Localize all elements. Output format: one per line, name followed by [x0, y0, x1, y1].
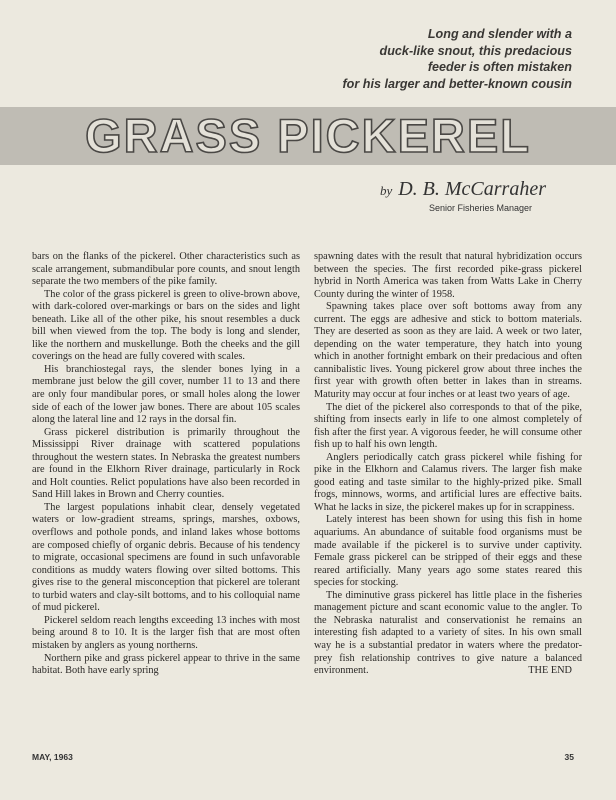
paragraph: Lately interest has been shown for using this fish in home aquariums. An abundance of suitable food organisms must be made available if the pickerel is to survive under captivity. Female grass pickerel can be stripped of their eggs and these reared artificially. Many years ago some states reared this species for stocking.: [314, 514, 582, 589]
paragraph-last: [314, 590, 582, 678]
paragraph: Spawning takes place over soft bottoms away from any current. The eggs are adhesive and stick to bottom materials. They are deserted as soon as they are laid. A week or two later, depending on the water temperature, they hatch into young which in another fortnight embark on their predacious and often cannibalistic lives. Young pickerel grow about three inches the first year with growth often better in lakes than in streams. Maturity may occur at four inches or at least two years of age.: [314, 301, 582, 401]
tagline-line: feeder is often mistaken: [427, 60, 572, 74]
tagline: [252, 26, 572, 92]
paragraph: The diet of the pickerel also corresponds to that of the pike, shifting from insects early in life to one almost completely of fish after the first year. A vigorous feeder, he will consume other fish up to half his own length.: [314, 401, 582, 451]
paragraph: His branchiostegal rays, the slender bones lying in a membrane just below the gill cover, number 11 to 13 and there are only four mandibular pores, or small holes along the lower side of each of the lower jaw bones. There are about 105 scales along the lateral line and 12 rays in the dorsal fin.: [32, 363, 300, 426]
left-column: [32, 251, 300, 678]
byline-author: D. B. McCarraher: [398, 178, 546, 200]
paragraph-text: The diminutive grass pickerel has little place in the fisheries management picture and scant economic value to the angler. To the Nebraska naturalist and conservationist he remains an interesting fish adapted to a variety of sites. In his own small way he is a substantial predator in waters where the predator-prey fish relationship contrives to give nature a balanced environment.: [314, 589, 582, 677]
tagline-line: Long and slender with a: [427, 27, 572, 41]
right-column: [314, 251, 582, 678]
paragraph: Northern pike and grass pickerel appear to thrive in the same habitat. Both have early spring: [32, 652, 300, 677]
tagline-line: duck-like snout, this predacious: [379, 43, 572, 58]
article-title: GRASS PICKEREL: [85, 109, 531, 162]
footer-issue-date: MAY, 1963: [32, 752, 73, 762]
footer-page-number: 35: [564, 752, 574, 762]
tagline-line: for his larger and better-known cousin: [342, 76, 572, 91]
the-end-marker: THE END: [528, 665, 572, 677]
paragraph: Anglers periodically catch grass pickerel while fishing for pike in the Elkhorn and Calamus rivers. The larger fish make good eating and taste similar to the highly-prized pike. Small frogs, minnows, worms, and artificial lures are effective baits. What he lacks in size, the pickerel makes up for in scrappiness.: [314, 451, 582, 513]
paragraph: The color of the grass pickerel is green to olive-brown above, with dark-colored over-markings or bars on the sides and light beneath. Like all of the other pike, his snout resembles a duck bill when viewed from the top. The body is long and slender, like the northern and muskellunge. Both the cheeks and the gill coverings on the head are fully covered with scales.: [32, 288, 300, 363]
paragraph: Pickerel seldom reach lengths exceeding 13 inches with most being around 8 to 10. It is the larger fish that are most often mistaken by anglers as young northerns.: [32, 614, 300, 651]
paragraph: spawning dates with the result that natural hybridization occurs between the species. The first recorded pike-grass pickerel hybrid in North America was taken from Watts Lake in Cherry County during the winter of 1958.: [314, 251, 582, 300]
byline: [380, 178, 546, 201]
paragraph: The largest populations inhabit clear, densely vegetated waters or low-gradient streams, springs, marshes, oxbows, overflows and pothole ponds, and inland lakes whose bottoms are composed chiefly of organic debris. Because of his tendency to migrate, occasional specimens are found in such unfavorable conditions as muddy waters flowing over silted bottoms. This gives rise to the general misconception that pickerel are tolerant to turbid waters and clay-silt bottoms, and to his colloquial name of mud pickerel.: [32, 501, 300, 614]
paragraph: Grass pickerel distribution is primarily throughout the Mississippi River drainage with scattered populations throughout the western states. In Nebraska the greatest numbers are found in the Elkhorn River drainage, particularly in Rock and Holt counties. Relict populations have also been recorded in Sand Hill lakes in Brown and Cherry counties.: [32, 426, 300, 501]
author-role: Senior Fisheries Manager: [428, 203, 532, 213]
byline-by: by: [379, 183, 393, 198]
paragraph: bars on the flanks of the pickerel. Other characteristics such as scale arrangement, submandibular pore counts, and snout length separate the two members of the pike family.: [32, 251, 300, 288]
